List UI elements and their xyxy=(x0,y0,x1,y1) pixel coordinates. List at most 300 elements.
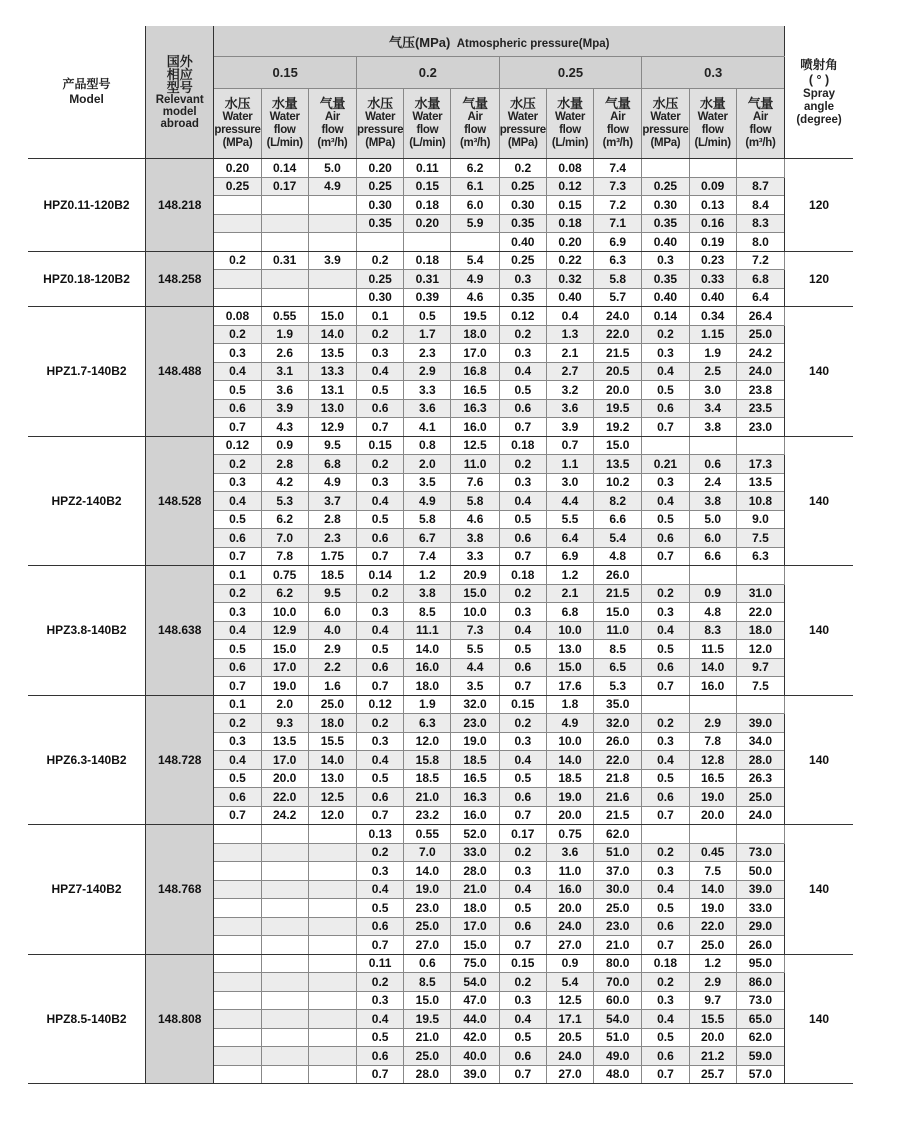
sub-header-water-flow xyxy=(546,89,593,159)
value-cell: 15.0 xyxy=(546,658,593,677)
value-cell: 25.0 xyxy=(689,936,736,955)
value-cell: 28.0 xyxy=(736,751,784,770)
value-cell: 95.0 xyxy=(736,954,784,973)
value-cell: 1.9 xyxy=(689,344,736,363)
value-cell: 16.0 xyxy=(689,677,736,696)
value-cell: 0.25 xyxy=(214,177,261,196)
value-cell: 0.5 xyxy=(642,769,689,788)
value-cell: 0.30 xyxy=(499,196,546,215)
value-cell: 25.0 xyxy=(308,695,356,714)
value-cell xyxy=(261,270,308,289)
value-cell: 2.7 xyxy=(546,362,593,381)
value-cell: 2.8 xyxy=(308,510,356,529)
value-cell: 12.8 xyxy=(689,751,736,770)
value-cell: 0.5 xyxy=(499,1028,546,1047)
value-cell: 13.5 xyxy=(736,473,784,492)
sub-header-zh: 水压 xyxy=(510,96,536,111)
value-cell: 5.4 xyxy=(546,973,593,992)
relevant-model-cell: 148.488 xyxy=(146,307,214,437)
value-cell: 26.0 xyxy=(594,732,642,751)
value-cell: 47.0 xyxy=(451,991,499,1010)
value-cell: 29.0 xyxy=(736,917,784,936)
table-row xyxy=(28,954,853,973)
value-cell: 11.0 xyxy=(546,862,593,881)
value-cell: 12.0 xyxy=(404,732,451,751)
value-cell xyxy=(308,233,356,252)
value-cell: 14.0 xyxy=(404,640,451,659)
sub-header-zh: 水压 xyxy=(224,96,251,111)
value-cell: 0.18 xyxy=(499,436,546,455)
value-cell: 7.0 xyxy=(261,529,308,548)
value-cell: 10.0 xyxy=(546,732,593,751)
value-cell: 19.0 xyxy=(451,732,499,751)
value-cell: 0.13 xyxy=(357,825,404,844)
value-cell: 0.2 xyxy=(499,455,546,474)
value-cell: 0.13 xyxy=(689,196,736,215)
value-cell: 0.19 xyxy=(689,233,736,252)
pressure-header-0-15: 0.15 xyxy=(214,57,357,89)
value-cell: 50.0 xyxy=(736,862,784,881)
value-cell: 7.5 xyxy=(736,677,784,696)
value-cell: 0.6 xyxy=(357,399,404,418)
value-cell xyxy=(261,973,308,992)
value-cell: 13.0 xyxy=(308,769,356,788)
sub-header-zh: 水量 xyxy=(557,96,583,111)
value-cell: 0.3 xyxy=(357,344,404,363)
value-cell: 6.3 xyxy=(404,714,451,733)
spray-angle-cell: 140 xyxy=(785,307,853,437)
value-cell: 18.5 xyxy=(546,769,593,788)
value-cell xyxy=(261,1010,308,1029)
value-cell: 8.3 xyxy=(689,621,736,640)
value-cell: 6.1 xyxy=(451,177,499,196)
value-cell: 5.9 xyxy=(451,214,499,233)
value-cell: 10.2 xyxy=(594,473,642,492)
sub-header-en: pressure xyxy=(499,124,546,136)
value-cell: 0.25 xyxy=(642,177,689,196)
value-cell: 18.0 xyxy=(451,325,499,344)
value-cell: 19.2 xyxy=(594,418,642,437)
value-cell: 40.0 xyxy=(451,1047,499,1066)
value-cell: 0.55 xyxy=(261,307,308,326)
value-cell: 4.9 xyxy=(308,473,356,492)
value-cell: 0.6 xyxy=(642,1047,689,1066)
value-cell: 0.6 xyxy=(642,788,689,807)
spray-angle-cell: 140 xyxy=(785,954,853,1084)
value-cell: 4.4 xyxy=(546,492,593,511)
model-column-header xyxy=(28,26,146,159)
value-cell xyxy=(308,954,356,973)
value-cell: 8.2 xyxy=(594,492,642,511)
value-cell: 0.2 xyxy=(642,325,689,344)
value-cell: 0.4 xyxy=(642,621,689,640)
value-cell: 15.0 xyxy=(404,991,451,1010)
value-cell: 24.0 xyxy=(736,806,784,825)
value-cell xyxy=(308,917,356,936)
value-cell: 20.0 xyxy=(546,806,593,825)
value-cell: 86.0 xyxy=(736,973,784,992)
value-cell: 0.2 xyxy=(357,843,404,862)
value-cell: 0.30 xyxy=(357,288,404,307)
value-cell: 13.0 xyxy=(308,399,356,418)
value-cell: 51.0 xyxy=(594,843,642,862)
value-cell: 13.5 xyxy=(308,344,356,363)
value-cell: 21.0 xyxy=(404,1028,451,1047)
value-cell: 21.0 xyxy=(451,880,499,899)
value-cell: 7.3 xyxy=(594,177,642,196)
value-cell: 26.0 xyxy=(594,566,642,585)
value-cell xyxy=(261,936,308,955)
value-cell: 20.5 xyxy=(546,1028,593,1047)
value-cell: 0.5 xyxy=(214,381,261,400)
value-cell: 5.8 xyxy=(594,270,642,289)
value-cell: 0.7 xyxy=(357,936,404,955)
value-cell xyxy=(308,880,356,899)
value-cell: 0.5 xyxy=(357,510,404,529)
value-cell xyxy=(689,695,736,714)
table-row xyxy=(28,825,853,844)
value-cell: 22.0 xyxy=(689,917,736,936)
sub-header-en: flow xyxy=(749,124,772,136)
value-cell: 0.3 xyxy=(499,603,546,622)
value-cell xyxy=(451,233,499,252)
value-cell: 9.0 xyxy=(736,510,784,529)
value-cell: 0.25 xyxy=(499,251,546,270)
value-cell: 24.0 xyxy=(736,362,784,381)
value-cell: 9.7 xyxy=(689,991,736,1010)
sub-header-zh: 水量 xyxy=(271,96,298,111)
value-cell: 6.9 xyxy=(594,233,642,252)
value-cell xyxy=(308,1028,356,1047)
value-cell: 1.8 xyxy=(546,695,593,714)
value-cell: 25.7 xyxy=(689,1065,736,1084)
value-cell: 5.0 xyxy=(689,510,736,529)
value-cell: 62.0 xyxy=(594,825,642,844)
value-cell: 10.0 xyxy=(261,603,308,622)
value-cell: 0.5 xyxy=(499,381,546,400)
value-cell: 21.8 xyxy=(594,769,642,788)
value-cell: 0.12 xyxy=(357,695,404,714)
sub-header-en: flow xyxy=(464,124,486,136)
value-cell: 15.0 xyxy=(594,603,642,622)
value-cell: 12.0 xyxy=(308,806,356,825)
value-cell: 6.8 xyxy=(546,603,593,622)
value-cell: 15.5 xyxy=(308,732,356,751)
value-cell: 1.3 xyxy=(546,325,593,344)
value-cell: 0.40 xyxy=(642,233,689,252)
value-cell: 0.4 xyxy=(499,1010,546,1029)
value-cell: 7.3 xyxy=(451,621,499,640)
value-cell: 2.1 xyxy=(546,344,593,363)
value-cell: 20.5 xyxy=(594,362,642,381)
value-cell: 0.15 xyxy=(404,177,451,196)
value-cell: 2.3 xyxy=(308,529,356,548)
value-cell: 4.4 xyxy=(451,658,499,677)
value-cell: 27.0 xyxy=(404,936,451,955)
sub-header-zh: 气量 xyxy=(319,96,346,111)
value-cell: 7.6 xyxy=(451,473,499,492)
value-cell: 0.3 xyxy=(214,344,261,363)
sub-header-en: flow xyxy=(273,124,296,136)
relevant-model-cell: 148.768 xyxy=(146,825,214,955)
sub-header-en: Water xyxy=(222,111,253,123)
value-cell: 4.9 xyxy=(451,270,499,289)
model-header-en: Model xyxy=(69,92,104,106)
value-cell: 7.8 xyxy=(261,547,308,566)
value-cell: 13.3 xyxy=(308,362,356,381)
value-cell: 3.5 xyxy=(451,677,499,696)
value-cell: 15.0 xyxy=(451,936,499,955)
value-cell: 17.0 xyxy=(451,917,499,936)
table-row xyxy=(28,251,853,270)
value-cell: 0.20 xyxy=(214,159,261,178)
model-cell: HPZ8.5-140B2 xyxy=(28,954,146,1084)
value-cell: 0.7 xyxy=(357,1065,404,1084)
value-cell: 9.5 xyxy=(308,584,356,603)
value-cell: 0.45 xyxy=(689,843,736,862)
value-cell: 24.0 xyxy=(594,307,642,326)
value-cell: 0.35 xyxy=(642,214,689,233)
value-cell xyxy=(261,862,308,881)
value-cell: 0.4 xyxy=(214,751,261,770)
value-cell: 16.3 xyxy=(451,399,499,418)
value-cell: 6.2 xyxy=(451,159,499,178)
value-cell: 23.0 xyxy=(594,917,642,936)
value-cell xyxy=(689,159,736,178)
value-cell xyxy=(214,899,261,918)
value-cell: 16.5 xyxy=(451,769,499,788)
value-cell: 0.3 xyxy=(642,732,689,751)
relevant-model-cell: 148.258 xyxy=(146,251,214,307)
value-cell: 3.5 xyxy=(404,473,451,492)
value-cell: 0.5 xyxy=(499,510,546,529)
value-cell: 16.3 xyxy=(451,788,499,807)
value-cell: 23.0 xyxy=(404,899,451,918)
value-cell: 9.5 xyxy=(308,436,356,455)
sub-header-en: (MPa) xyxy=(650,137,681,149)
value-cell: 11.5 xyxy=(689,640,736,659)
value-cell: 5.4 xyxy=(594,529,642,548)
value-cell: 0.3 xyxy=(642,344,689,363)
value-cell: 20.0 xyxy=(689,806,736,825)
sub-header-water-pressure xyxy=(499,89,546,159)
value-cell: 0.6 xyxy=(357,788,404,807)
value-cell: 13.1 xyxy=(308,381,356,400)
value-cell: 0.5 xyxy=(357,640,404,659)
table-row xyxy=(28,566,853,585)
value-cell: 0.12 xyxy=(546,177,593,196)
value-cell xyxy=(261,899,308,918)
value-cell: 7.4 xyxy=(594,159,642,178)
value-cell: 80.0 xyxy=(594,954,642,973)
value-cell: 2.9 xyxy=(308,640,356,659)
sub-header-zh: 水量 xyxy=(699,96,726,111)
spray-angle-cell: 140 xyxy=(785,436,853,566)
value-cell: 21.2 xyxy=(689,1047,736,1066)
value-cell: 0.35 xyxy=(642,270,689,289)
value-cell: 65.0 xyxy=(736,1010,784,1029)
value-cell: 0.4 xyxy=(357,621,404,640)
sub-header-en: Air xyxy=(324,111,340,123)
value-cell: 22.0 xyxy=(736,603,784,622)
value-cell: 1.15 xyxy=(689,325,736,344)
spray-angle-cell: 140 xyxy=(785,566,853,696)
value-cell: 6.8 xyxy=(736,270,784,289)
value-cell: 0.23 xyxy=(689,251,736,270)
value-cell: 34.0 xyxy=(736,732,784,751)
value-cell: 3.9 xyxy=(308,251,356,270)
value-cell: 60.0 xyxy=(594,991,642,1010)
value-cell: 0.2 xyxy=(214,455,261,474)
value-cell: 0.08 xyxy=(546,159,593,178)
value-cell: 0.55 xyxy=(404,825,451,844)
value-cell: 0.5 xyxy=(357,769,404,788)
value-cell: 0.3 xyxy=(499,270,546,289)
value-cell: 4.8 xyxy=(594,547,642,566)
value-cell: 0.31 xyxy=(261,251,308,270)
value-cell: 23.5 xyxy=(736,399,784,418)
value-cell: 0.25 xyxy=(357,177,404,196)
value-cell xyxy=(308,991,356,1010)
value-cell: 6.3 xyxy=(736,547,784,566)
value-cell: 0.15 xyxy=(546,196,593,215)
value-cell: 0.5 xyxy=(357,899,404,918)
value-cell: 3.2 xyxy=(546,381,593,400)
sub-header-zh: 水量 xyxy=(414,96,441,111)
value-cell: 17.1 xyxy=(546,1010,593,1029)
value-cell: 0.4 xyxy=(499,362,546,381)
value-cell: 1.2 xyxy=(404,566,451,585)
value-cell: 6.6 xyxy=(689,547,736,566)
sub-header-water-flow xyxy=(261,89,308,159)
value-cell: 0.7 xyxy=(642,677,689,696)
value-cell: 0.09 xyxy=(689,177,736,196)
value-cell: 0.21 xyxy=(642,455,689,474)
value-cell: 13.5 xyxy=(261,732,308,751)
value-cell: 0.35 xyxy=(499,288,546,307)
value-cell xyxy=(308,270,356,289)
value-cell: 18.0 xyxy=(404,677,451,696)
value-cell: 3.8 xyxy=(451,529,499,548)
spray-header-en-2: angle xyxy=(804,100,835,113)
value-cell xyxy=(642,436,689,455)
value-cell: 22.0 xyxy=(594,751,642,770)
value-cell: 14.0 xyxy=(308,325,356,344)
value-cell xyxy=(689,566,736,585)
value-cell: 0.12 xyxy=(214,436,261,455)
value-cell: 14.0 xyxy=(308,751,356,770)
value-cell: 12.0 xyxy=(736,640,784,659)
value-cell: 5.4 xyxy=(451,251,499,270)
value-cell: 0.4 xyxy=(357,1010,404,1029)
value-cell: 0.1 xyxy=(214,695,261,714)
value-cell: 15.5 xyxy=(689,1010,736,1029)
value-cell: 3.3 xyxy=(451,547,499,566)
value-cell: 0.6 xyxy=(689,455,736,474)
sub-header-en: Water xyxy=(650,111,681,123)
value-cell: 3.7 xyxy=(308,492,356,511)
relevant-header-en-1: Relevant xyxy=(155,93,204,106)
value-cell: 0.4 xyxy=(642,751,689,770)
value-cell: 17.3 xyxy=(736,455,784,474)
relevant-header-zh-1: 国外 xyxy=(166,53,193,69)
value-cell: 0.5 xyxy=(404,307,451,326)
sub-header-en: pressure xyxy=(642,124,689,136)
spray-angle-column-header xyxy=(785,26,853,159)
value-cell: 6.0 xyxy=(689,529,736,548)
value-cell: 18.0 xyxy=(736,621,784,640)
value-cell xyxy=(261,233,308,252)
value-cell xyxy=(261,1065,308,1084)
value-cell: 19.5 xyxy=(451,307,499,326)
value-cell: 17.0 xyxy=(261,658,308,677)
value-cell: 23.2 xyxy=(404,806,451,825)
value-cell xyxy=(261,1047,308,1066)
value-cell: 6.2 xyxy=(261,584,308,603)
sub-header-water-pressure xyxy=(357,89,404,159)
value-cell xyxy=(214,214,261,233)
value-cell: 0.2 xyxy=(357,325,404,344)
value-cell: 0.7 xyxy=(642,1065,689,1084)
value-cell: 5.5 xyxy=(546,510,593,529)
value-cell xyxy=(404,233,451,252)
value-cell: 0.4 xyxy=(642,1010,689,1029)
value-cell xyxy=(308,862,356,881)
value-cell: 0.34 xyxy=(689,307,736,326)
value-cell: 39.0 xyxy=(736,880,784,899)
value-cell: 0.40 xyxy=(642,288,689,307)
value-cell: 0.40 xyxy=(546,288,593,307)
value-cell: 0.2 xyxy=(642,584,689,603)
value-cell: 57.0 xyxy=(736,1065,784,1084)
value-cell: 0.2 xyxy=(357,584,404,603)
value-cell: 0.40 xyxy=(499,233,546,252)
value-cell: 6.7 xyxy=(404,529,451,548)
value-cell: 73.0 xyxy=(736,991,784,1010)
value-cell: 0.3 xyxy=(499,473,546,492)
atm-header-zh: 气压(MPa) xyxy=(388,34,451,50)
value-cell: 23.0 xyxy=(451,714,499,733)
value-cell: 16.0 xyxy=(451,806,499,825)
value-cell xyxy=(214,973,261,992)
value-cell: 0.2 xyxy=(214,325,261,344)
value-cell: 0.5 xyxy=(214,510,261,529)
value-cell: 0.3 xyxy=(214,732,261,751)
value-cell xyxy=(214,936,261,955)
value-cell: 12.5 xyxy=(546,991,593,1010)
value-cell: 4.3 xyxy=(261,418,308,437)
sub-header-en: Air xyxy=(467,111,483,123)
value-cell: 0.2 xyxy=(357,455,404,474)
value-cell: 2.9 xyxy=(689,714,736,733)
value-cell: 26.4 xyxy=(736,307,784,326)
value-cell: 0.15 xyxy=(499,695,546,714)
value-cell: 0.9 xyxy=(261,436,308,455)
value-cell: 11.0 xyxy=(451,455,499,474)
sub-header-en: Air xyxy=(610,111,626,123)
value-cell: 22.0 xyxy=(594,325,642,344)
value-cell: 0.4 xyxy=(642,492,689,511)
sub-header-water-flow xyxy=(404,89,451,159)
value-cell: 3.0 xyxy=(689,381,736,400)
model-cell: HPZ0.11-120B2 xyxy=(28,159,146,252)
relevant-header-zh-3: 型号 xyxy=(166,79,193,95)
value-cell: 0.39 xyxy=(404,288,451,307)
value-cell xyxy=(261,1028,308,1047)
value-cell: 4.6 xyxy=(451,510,499,529)
value-cell: 4.9 xyxy=(308,177,356,196)
value-cell: 0.35 xyxy=(357,214,404,233)
